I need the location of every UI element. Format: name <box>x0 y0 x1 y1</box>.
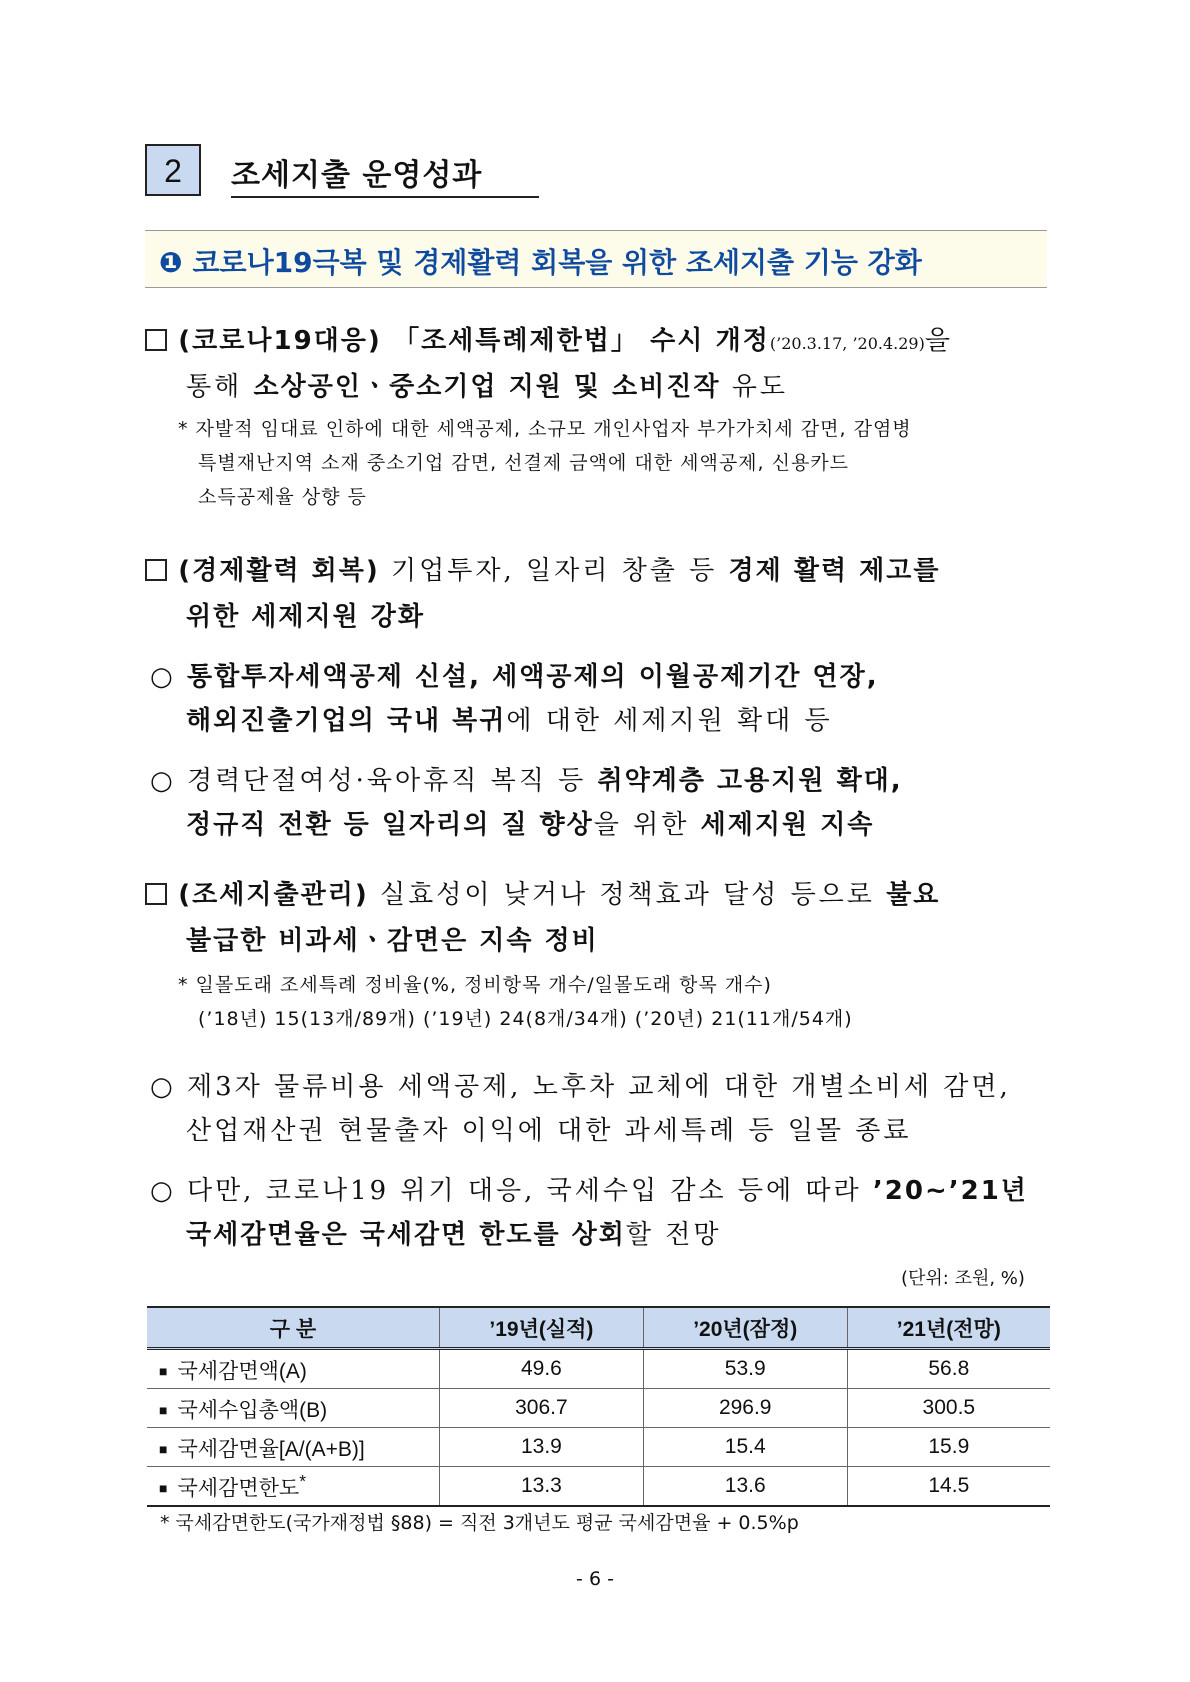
table-cell: 15.4 <box>643 1428 847 1467</box>
section-underline <box>231 196 539 198</box>
block1-tag: (코로나19대응) <box>178 326 382 356</box>
block3-item1-line1: ○ 제3자 물류비용 세액공제, 노후차 교체에 대한 개별소비세 감면, <box>150 1072 1011 1102</box>
block3-note-1: * 일몰도래 조세특례 정비율(%, 정비항목 개수/일몰도래 항목 개수) <box>178 974 772 996</box>
block1-note-2: 특별재난지역 소재 중소기업 감면, 선결제 금액에 대한 세액공제, 신용카드 <box>198 452 850 474</box>
block1-suffix: 을 <box>924 326 953 356</box>
table-cell: 56.8 <box>847 1349 1050 1389</box>
row-label: ■ 국세수입총액(B) <box>147 1389 440 1428</box>
block1-text2: 개정 <box>715 326 770 356</box>
table-cell: 306.7 <box>440 1389 644 1428</box>
block3-item2-line1: ○ 다만, 코로나19 위기 대응, 국세수입 감소 등에 따라 ’20~’21년 <box>150 1176 1028 1206</box>
block1-dates: (’20.3.17, ’20.4.29) <box>769 334 925 353</box>
block2-line1: (경제활력 회복) 기업투자, 일자리 창출 등 경제 활력 제고를 <box>145 550 940 587</box>
block1-line1 <box>145 320 953 357</box>
table-cell: 13.9 <box>440 1428 644 1467</box>
square-bullet-icon: ■ <box>159 1440 168 1457</box>
tax-expenditure-table <box>147 1306 1050 1507</box>
block2-item2-line2: 정규직 전환 등 일자리의 질 향상을 위한 세제지원 지속 <box>186 810 875 840</box>
table-header-row <box>147 1307 1050 1349</box>
block3-item1-line2: 산업재산권 현물출자 이익에 대한 과세특례 등 일몰 종료 <box>186 1116 912 1146</box>
row-label: ■ 국세감면한도* <box>147 1467 440 1507</box>
block1-law: 「조세특례제한법」 <box>393 326 639 356</box>
subsection-heading <box>159 241 922 281</box>
table-unit: (단위: 조원, %) <box>901 1268 1025 1289</box>
table-cell: 14.5 <box>847 1467 1050 1507</box>
circle-bullet-icon: ○ <box>150 766 176 796</box>
block1-line2: 통해 소상공인ㆍ중소기업 지원 및 소비진작 유도 <box>186 372 789 402</box>
section-title: 조세지출 운영성과 <box>231 158 483 193</box>
block3-item2-line2: 국세감면율은 국세감면 한도를 상회할 전망 <box>186 1220 722 1250</box>
table-cell: 13.6 <box>643 1467 847 1507</box>
section-header <box>145 144 535 200</box>
square-bullet-icon: ■ <box>159 1401 168 1418</box>
block2-item1-line1: ○ 통합투자세액공제 신설, 세액공제의 이월공제기간 연장, <box>150 662 879 692</box>
table-header: ’20년(잠정) <box>643 1307 847 1349</box>
table-cell: 13.3 <box>440 1467 644 1507</box>
table-cell: 296.9 <box>643 1389 847 1428</box>
table-cell: 300.5 <box>847 1389 1050 1428</box>
table-footnote: * 국세감면한도(국가재정법 §88) = 직전 3개년도 평균 국세감면율 + 0.5%p <box>160 1512 799 1534</box>
block1-text1: 수시 <box>650 326 705 356</box>
checkbox-square-icon <box>145 883 167 905</box>
table-header: 구 분 <box>147 1307 440 1349</box>
block1-note-3: 소득공제율 상향 등 <box>198 486 367 508</box>
page-number: - 6 - <box>576 1568 614 1590</box>
block3-line1: (조세지출관리) 실효성이 낮거나 정책효과 달성 등으로 불요 <box>145 874 940 911</box>
table-cell: 15.9 <box>847 1428 1050 1467</box>
block2-item1-line2: 해외진출기업의 국내 복귀에 대한 세제지원 확대 등 <box>186 706 833 736</box>
row-label: ■ 국세감면율[A/(A+B)] <box>147 1428 440 1467</box>
subsection-marker-icon: ❶ <box>159 246 183 279</box>
square-bullet-icon: ■ <box>159 1479 168 1496</box>
block1-note-1: * 자발적 임대료 인하에 대한 세액공제, 소규모 개인사업자 부가가치세 감면, 감염병 <box>178 418 912 440</box>
block3-line2: 불급한 비과세ㆍ감면은 지속 정비 <box>186 926 599 956</box>
circle-bullet-icon: ○ <box>150 662 176 692</box>
table-header: ’21년(전망) <box>847 1307 1050 1349</box>
subsection-title: 코로나19극복 및 경제활력 회복을 위한 조세지출 기능 강화 <box>192 246 922 279</box>
table-header: ’19년(실적) <box>440 1307 644 1349</box>
block2-line2: 위한 세제지원 강화 <box>186 602 426 632</box>
block2-item2-line1: ○ 경력단절여성·육아휴직 복직 등 취약계층 고용지원 확대, <box>150 766 903 796</box>
checkbox-square-icon <box>145 329 167 351</box>
block3-note-2: (’18년) 15(13개/89개) (’19년) 24(8개/34개) (’20년) 21(11개/54개) <box>198 1008 853 1030</box>
square-bullet-icon: ■ <box>159 1362 168 1379</box>
table-row <box>147 1349 1050 1389</box>
row-label: ■ 국세감면액(A) <box>147 1349 440 1389</box>
table-row <box>147 1389 1050 1428</box>
table-cell: 49.6 <box>440 1349 644 1389</box>
table-row <box>147 1428 1050 1467</box>
section-number: 2 <box>145 144 201 196</box>
circle-bullet-icon: ○ <box>150 1176 176 1206</box>
subsection-bar <box>145 230 1047 288</box>
checkbox-square-icon <box>145 559 167 581</box>
table-cell: 53.9 <box>643 1349 847 1389</box>
table-row <box>147 1467 1050 1507</box>
circle-bullet-icon: ○ <box>150 1072 176 1102</box>
